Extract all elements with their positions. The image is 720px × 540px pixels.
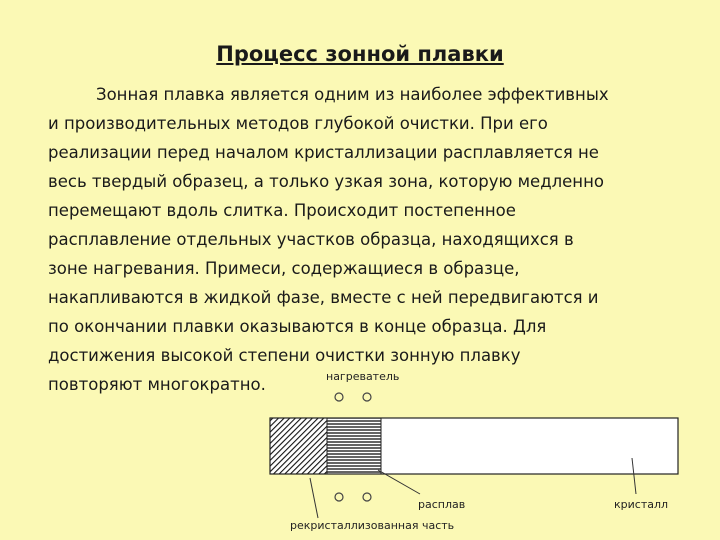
molten-zone bbox=[327, 418, 381, 474]
paragraph-line: достижения высокой степени очистки зонную плавку bbox=[48, 346, 521, 365]
paragraph-line: расплавление отдельных участков образца, находящихся в bbox=[48, 230, 574, 249]
crystal-label: кристалл bbox=[614, 498, 669, 511]
paragraph-line: по окончании плавки оказываются в конце образца. Для bbox=[48, 317, 547, 336]
impurity-label: рекристаллизованная часть bbox=[290, 519, 455, 532]
recrystallized-section bbox=[270, 418, 327, 474]
heater-label: нагреватель bbox=[326, 370, 400, 383]
paragraph-line: весь твердый образец, а только узкая зона, которую медленно bbox=[48, 172, 604, 191]
paragraph-line: и производительных методов глубокой очистки. При его bbox=[48, 114, 548, 133]
crystal-section bbox=[381, 418, 678, 474]
paragraph-line: Зонная плавка является одним из наиболее эффективных bbox=[96, 85, 609, 104]
paragraph-line: зоне нагревания. Примеси, содержащиеся в образце, bbox=[48, 259, 520, 278]
paragraph-line: накапливаются в жидкой фазе, вместе с ней передвигаются и bbox=[48, 288, 599, 307]
melt-label: расплав bbox=[418, 498, 466, 511]
heater-circle bbox=[363, 393, 371, 401]
heater-circle bbox=[335, 493, 343, 501]
impurity-leader-line bbox=[310, 478, 318, 518]
heater-circle bbox=[363, 493, 371, 501]
heater-circle bbox=[335, 393, 343, 401]
paragraph-line: перемещают вдоль слитка. Происходит постепенное bbox=[48, 201, 516, 220]
paragraph-line: реализации перед началом кристаллизации расплавляется не bbox=[48, 143, 599, 162]
paragraph-line: повторяют многократно. bbox=[48, 375, 266, 394]
page-title: Процесс зонной плавки bbox=[216, 42, 504, 66]
